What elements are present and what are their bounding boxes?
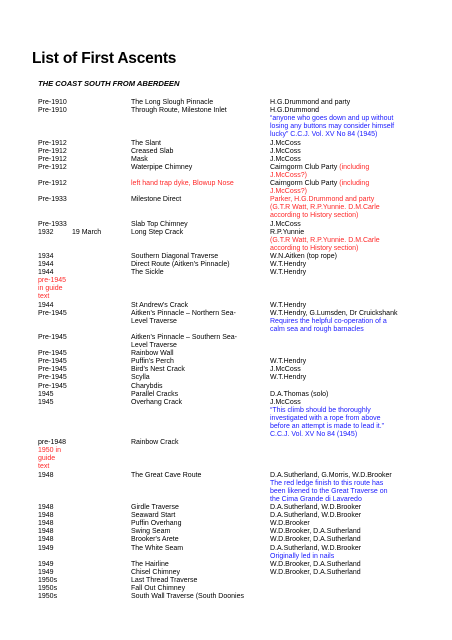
party-line (270, 188, 420, 196)
party-names (270, 148, 420, 156)
date-line: Pre-1910 (38, 107, 67, 115)
party-text: the Cima Grande di Lavaredo (270, 495, 362, 503)
ascent-date (38, 569, 72, 577)
route-line: Rainbow Crack (131, 439, 179, 447)
ascent-date (38, 334, 72, 342)
route-name (131, 107, 253, 115)
ascent-date (38, 310, 72, 318)
date-line: 1949 (38, 568, 54, 576)
party-line (270, 302, 420, 310)
party-line (270, 391, 420, 399)
party-line (270, 504, 420, 512)
route-line: The Long Slough Pinnacle (131, 99, 214, 106)
date-line: text (38, 293, 50, 301)
ascent-date (38, 302, 72, 310)
party-text: before an attempt is made to lead it.” (270, 422, 385, 430)
party-line (270, 204, 420, 212)
date-line: 1948 (38, 504, 54, 511)
route-line: Milestone Direct (131, 196, 182, 204)
route-name (131, 383, 253, 391)
ascent-date (38, 512, 72, 520)
route-line: Fall Out Chimney (131, 585, 186, 592)
route-note-line (270, 407, 420, 415)
party-text: J.McCoss?) (270, 171, 307, 179)
ascent-day (72, 229, 116, 237)
party-text: W.D.Brooker, D.A.Sutherland (270, 568, 361, 576)
route-name (131, 374, 253, 382)
route-line: Puffin Overhang (131, 520, 182, 528)
party-line (270, 99, 420, 107)
party-text: W.D.Brooker, D.A.Sutherland (270, 560, 361, 568)
ascent-date (38, 277, 72, 301)
route-line: St Andrew's Crack (131, 301, 188, 309)
party-text: J.McCoss (270, 366, 301, 374)
party-text: D.A.Sutherland, W.D.Brooker (270, 512, 362, 520)
ascent-date (38, 269, 72, 277)
ascent-date (38, 593, 72, 601)
party-text: W.T.Hendry (270, 358, 307, 366)
party-names (270, 196, 420, 220)
date-line: 1949 (38, 544, 54, 552)
party-text: D.A.Sutherland, G.Morris, W.D.Brooker (270, 471, 392, 479)
party-line (270, 140, 420, 148)
party-text: calm sea and rough barnacles (270, 325, 364, 333)
date-line: Pre-1912 (38, 139, 67, 147)
party-line (270, 212, 420, 220)
party-line (270, 366, 420, 374)
route-note-line (270, 115, 420, 123)
party-names (270, 512, 420, 520)
ascent-date (38, 156, 72, 164)
date-line: 1948 (38, 536, 54, 544)
date-line: 1944 (38, 301, 54, 309)
date-line: 1934 (38, 252, 54, 260)
ascent-date (38, 536, 72, 544)
route-name (131, 569, 253, 577)
party-text: been likened to the Great Traverse on (270, 487, 388, 495)
date-line: 1945 (38, 398, 54, 406)
party-line (270, 399, 420, 407)
route-line: Aitken's Pinnacle – Southern Sea- (131, 333, 238, 341)
party-line (270, 269, 420, 277)
party-text: “This climb should be thoroughly (270, 406, 371, 414)
party-names (270, 545, 420, 561)
party-names (270, 528, 420, 536)
date-line: Pre-1945 (38, 350, 67, 358)
route-line: Swing Seam (131, 528, 171, 536)
ascent-date (38, 350, 72, 358)
route-note-line (270, 326, 420, 334)
party-text: H.G.Drummond (270, 107, 320, 115)
route-name (131, 221, 253, 229)
party-names (270, 164, 420, 180)
date-line: 1932 (38, 228, 54, 236)
route-name (131, 350, 253, 358)
route-name (131, 99, 253, 107)
date-line: Pre-1912 (38, 155, 67, 163)
route-line: The Slant (131, 139, 161, 147)
route-line: Brooker's Arete (131, 536, 179, 544)
party-text: investigated with a rope from above (270, 414, 381, 422)
party-text: J.McCoss?) (270, 188, 307, 196)
party-text: D.A.Sutherland, W.D.Brooker (270, 504, 362, 511)
route-line: Bird's Nest Crack (131, 366, 185, 374)
route-note-line (270, 131, 420, 139)
route-line: Slab Top Chimney (131, 220, 188, 228)
route-name (131, 229, 253, 237)
date-line: 1948 (38, 528, 54, 536)
route-line: Aitken's Pinnacle – Northern Sea- (131, 309, 236, 317)
ascent-date (38, 164, 72, 172)
date-line: 1948 (38, 512, 54, 520)
date-line: pre-1945 (38, 277, 67, 285)
party-line (270, 180, 420, 188)
ascent-date (38, 221, 72, 229)
route-name (131, 593, 253, 601)
date-line: 1948 (38, 471, 54, 479)
party-line (270, 196, 420, 204)
route-name (131, 358, 253, 366)
party-text: “anyone who goes down and up without (270, 115, 394, 123)
date-line: 1950s (38, 585, 58, 592)
ascent-date (38, 447, 72, 471)
ascent-date (38, 577, 72, 585)
party-text: H.G.Drummond and party (270, 99, 351, 106)
party-line (270, 253, 420, 261)
ascent-date (38, 561, 72, 569)
date-line: Pre-1912 (38, 147, 67, 155)
ascent-date (38, 528, 72, 536)
party-line (270, 536, 420, 544)
route-line: Creased Slab (131, 147, 174, 155)
date-line: Pre-1945 (38, 374, 67, 382)
route-name (131, 269, 253, 277)
party-line (270, 358, 420, 366)
route-name (131, 302, 253, 310)
date-line: 1949 (38, 560, 54, 568)
party-names (270, 366, 420, 374)
route-line: Scylla (131, 374, 150, 382)
party-names (270, 520, 420, 528)
party-text: (G.T.R Watt, R.P.Yunnie. D.M.Carle (270, 204, 380, 212)
route-name (131, 399, 253, 407)
ascent-date (38, 358, 72, 366)
ascent-date (38, 504, 72, 512)
route-line: Mask (131, 155, 148, 163)
route-line: Chisel Chimney (131, 568, 181, 576)
party-text: J.McCoss (270, 220, 301, 228)
party-names (270, 391, 420, 399)
party-names (270, 107, 420, 139)
party-text: according to History section) (270, 244, 359, 252)
ascent-date (38, 196, 72, 204)
party-text: according to History section) (270, 212, 359, 220)
party-text: W.T.Hendry (270, 374, 307, 382)
party-text: J.McCoss (270, 147, 301, 155)
ascent-date (38, 439, 72, 447)
ascent-date (38, 391, 72, 399)
party-line (270, 310, 420, 318)
party-names (270, 156, 420, 164)
party-text: Parker, H.G.Drummond and party (270, 196, 375, 204)
date-line: Pre-1945 (38, 366, 67, 374)
party-line (270, 107, 420, 115)
route-name (131, 585, 253, 593)
route-line: Girdle Traverse (131, 504, 179, 511)
party-line (270, 148, 420, 156)
party-names (270, 302, 420, 310)
route-name (131, 196, 253, 204)
party-query-text: (including (337, 163, 370, 171)
route-note-line (270, 488, 420, 496)
route-name (131, 156, 253, 164)
party-names (270, 569, 420, 577)
party-text: J.McCoss (270, 398, 301, 406)
route-name (131, 528, 253, 536)
party-names (270, 374, 420, 382)
date-line: 1950s (38, 593, 58, 601)
date-line: Pre-1945 (38, 333, 67, 341)
party-line (270, 237, 420, 245)
route-line: Level Traverse (131, 341, 177, 349)
route-line: Through Route, Milestone Inlet (131, 107, 227, 115)
party-names (270, 310, 420, 334)
ascent-date (38, 261, 72, 269)
party-text: Cairngorm Club Party (270, 163, 338, 171)
party-text: losing any buttons may consider himself (270, 123, 395, 131)
party-line (270, 561, 420, 569)
party-names (270, 140, 420, 148)
party-text: W.T.Hendry, G.Lumsden, Dr Cruickshank (270, 309, 398, 317)
party-text: W.T.Hendry (270, 269, 307, 277)
date-line: 1950 in (38, 447, 61, 455)
party-text: W.T.Hendry (270, 301, 307, 309)
day-line: 19 March (72, 228, 102, 236)
route-note-line (270, 423, 420, 431)
route-line: The White Seam (131, 544, 184, 552)
ascent-date (38, 366, 72, 374)
route-name (131, 140, 253, 148)
date-line: Pre-1933 (38, 196, 67, 204)
party-names (270, 269, 420, 277)
ascent-date (38, 253, 72, 261)
party-line (270, 261, 420, 269)
route-note-line (270, 431, 420, 439)
date-line: pre-1948 (38, 439, 67, 447)
route-name (131, 439, 253, 447)
route-name (131, 504, 253, 512)
party-names (270, 536, 420, 544)
route-name (131, 577, 253, 585)
party-names (270, 358, 420, 366)
party-text: D.A.Sutherland, W.D.Brooker (270, 544, 362, 552)
route-line: Long Step Crack (131, 228, 184, 236)
route-name (131, 148, 253, 156)
ascent-date (38, 148, 72, 156)
route-name (131, 472, 253, 480)
route-name (131, 310, 253, 326)
route-name (131, 334, 253, 350)
party-line (270, 245, 420, 253)
route-name (131, 366, 253, 374)
route-line: Direct Route (Aitken's Pinnacle) (131, 261, 230, 268)
ascent-date (38, 99, 72, 107)
route-line: The Hairline (131, 560, 169, 568)
date-line: guide (38, 455, 56, 463)
party-line (270, 472, 420, 480)
party-text: Requires the helpful co-operation of a (270, 317, 387, 325)
route-line: Parallel Cracks (131, 390, 179, 398)
party-text: C.C.J. Vol. XV No 84 (1945) (270, 431, 358, 439)
ascent-date (38, 180, 72, 188)
party-names (270, 261, 420, 269)
party-text: W.D.Brooker, D.A.Sutherland (270, 536, 361, 544)
party-query-text: (including (337, 180, 370, 187)
route-note-line (270, 480, 420, 488)
date-line: 1944 (38, 261, 54, 268)
route-line: Rainbow Wall (131, 350, 174, 358)
route-note-line (270, 415, 420, 423)
party-text: J.McCoss (270, 139, 301, 147)
party-text: D.A.Thomas (solo) (270, 390, 329, 398)
route-line: Seaward Start (131, 512, 176, 520)
party-line (270, 374, 420, 382)
party-line (270, 221, 420, 229)
party-names (270, 221, 420, 229)
date-line: Pre-1945 (38, 358, 67, 366)
date-line: Pre-1945 (38, 382, 67, 390)
date-line: Pre-1912 (38, 180, 67, 187)
route-line: South Wall Traverse (South Doonies (131, 593, 244, 601)
route-line: Waterpipe Chimney (131, 163, 193, 171)
date-line: Pre-1910 (38, 99, 67, 106)
route-name (131, 391, 253, 399)
route-line: Southern Diagonal Traverse (131, 252, 219, 260)
route-line: Overhang Crack (131, 398, 182, 406)
route-line: Level Traverse (131, 317, 177, 325)
route-name (131, 520, 253, 528)
route-line: The Great Cave Route (131, 471, 202, 479)
party-text: (G.T.R Watt, R.P.Yunnie. D.M.Carle (270, 236, 380, 244)
date-line: Pre-1933 (38, 220, 67, 228)
route-name (131, 180, 253, 188)
party-names (270, 99, 420, 107)
route-name (131, 536, 253, 544)
date-line: 1944 (38, 269, 54, 277)
date-line: Pre-1912 (38, 163, 67, 171)
party-text: W.T.Hendry (270, 261, 307, 268)
route-name (131, 545, 253, 553)
party-line (270, 512, 420, 520)
party-names (270, 399, 420, 439)
party-text: W.D.Brooker, D.A.Sutherland (270, 528, 361, 536)
ascent-date (38, 229, 72, 237)
ascent-date (38, 140, 72, 148)
party-line (270, 569, 420, 577)
date-line: 1950s (38, 576, 58, 584)
ascent-date (38, 585, 72, 593)
party-line (270, 545, 420, 553)
route-name (131, 253, 253, 261)
party-text: The red ledge finish to this route has (270, 479, 384, 487)
date-line: Pre-1945 (38, 309, 67, 317)
page-title: List of First Ascents (32, 50, 177, 67)
route-note-line (270, 496, 420, 504)
party-line (270, 156, 420, 164)
route-name (131, 561, 253, 569)
ascent-date (38, 472, 72, 480)
ascent-date (38, 374, 72, 382)
party-text: Cairngorm Club Party (270, 180, 338, 187)
ascent-date (38, 520, 72, 528)
ascent-date (38, 545, 72, 553)
date-line: 1945 (38, 390, 54, 398)
party-line (270, 520, 420, 528)
date-line: in guide (38, 285, 63, 293)
section-heading: THE COAST SOUTH FROM ABERDEEN (38, 79, 180, 88)
party-text: W.D.Brooker (270, 520, 310, 528)
route-name (131, 164, 253, 172)
party-line (270, 229, 420, 237)
party-names (270, 253, 420, 261)
route-name (131, 512, 253, 520)
ascent-date (38, 107, 72, 115)
route-name (131, 261, 253, 269)
route-line: Last Thread Traverse (131, 576, 198, 584)
date-line: text (38, 463, 50, 471)
party-text: Originally led in nails (270, 552, 335, 560)
party-text: J.McCoss (270, 155, 301, 163)
route-line: Puffin's Perch (131, 358, 174, 366)
route-note-line (270, 123, 420, 131)
party-line (270, 528, 420, 536)
ascent-date (38, 383, 72, 391)
route-note-line (270, 318, 420, 326)
party-names (270, 561, 420, 569)
route-line: left hand trap dyke, Blowup Nose (131, 180, 234, 187)
party-names (270, 472, 420, 504)
party-text: W.N.Aitken (top rope) (270, 252, 337, 260)
ascent-date (38, 399, 72, 407)
route-line: Charybdis (131, 382, 163, 390)
party-line (270, 172, 420, 180)
party-line (270, 164, 420, 172)
route-note-line (270, 553, 420, 561)
date-line: 1948 (38, 520, 54, 528)
route-line: The Sickle (131, 269, 164, 277)
party-text: R.P.Yunnie (270, 228, 305, 236)
party-text: lucky” C.C.J. Vol. XV No 84 (1945) (270, 131, 378, 139)
party-names (270, 504, 420, 512)
party-names (270, 180, 420, 196)
party-names (270, 229, 420, 253)
